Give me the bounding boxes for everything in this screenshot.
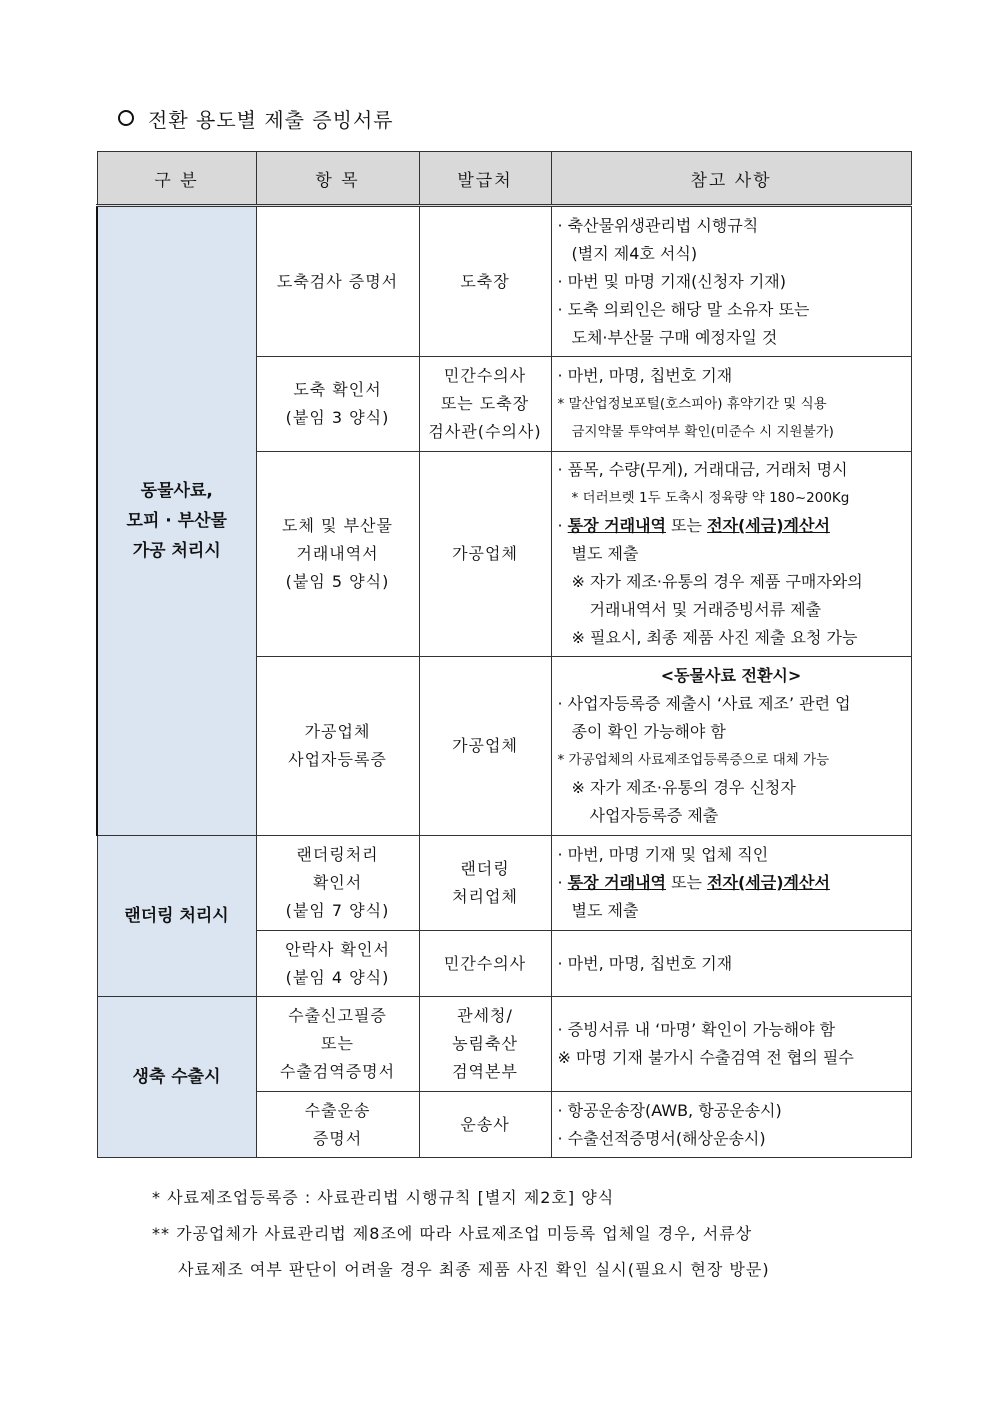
ref-line: 사업자등록증 제출 <box>589 806 719 825</box>
ref-line: · 도축 의뢰인은 해당 말 소유자 또는 <box>557 299 810 319</box>
bullet: · <box>557 516 568 535</box>
item-cell: 수출신고필증 또는 수출검역증명서 <box>256 997 419 1092</box>
section-title-text: 전환 용도별 제출 증빙서류 <box>148 108 394 132</box>
reference-cell <box>551 357 911 452</box>
ref-line <box>558 869 905 897</box>
item-cell: 도축검사 증명서 <box>256 206 419 357</box>
ref-line: · 축산물위생관리법 시행규칙 <box>557 215 759 235</box>
group-feed-processing: 동물사료, 모피 · 부산물 가공 처리시 <box>97 206 256 836</box>
ref-line: ※ 마명 기재 불가시 수출검역 전 협의 필수 <box>557 1048 854 1067</box>
tax-invoice-text: 전자(세금)계산서 <box>707 873 830 892</box>
or-text: 또는 <box>665 516 708 535</box>
circle-bullet-icon <box>118 110 134 126</box>
ref-line: * 말산업정보포털(호스피아) 휴약기간 및 식용 <box>557 396 827 412</box>
ref-line: · 품목, 수량(무게), 거래대금, 거래처 명시 <box>557 460 848 479</box>
reference-cell <box>551 206 911 357</box>
issuer-cell: 관세청/ 농림축산 검역본부 <box>419 997 551 1092</box>
header-issuer: 발급처 <box>419 152 551 206</box>
footnote-continued: 사료제조 여부 판단이 어려울 경우 최종 제품 사진 확인 실시(필요시 현장 방문) <box>178 1260 770 1279</box>
item-cell: 가공업체 사업자등록증 <box>256 657 419 836</box>
tax-invoice-text: 전자(세금)계산서 <box>707 516 830 535</box>
ref-line: 별도 제출 <box>571 901 639 920</box>
issuer-cell: 도축장 <box>419 206 551 357</box>
header-reference: 참고 사항 <box>551 152 911 206</box>
or-text: 또는 <box>665 873 708 892</box>
ref-line: · 마번, 마명, 칩번호 기재 <box>557 366 733 385</box>
footnote: ** 가공업체가 사료관리법 제8조에 따라 사료제조업 미등록 업체일 경우, 서류상 <box>152 1224 753 1243</box>
issuer-cell: 운송사 <box>419 1092 551 1158</box>
ref-line: 종이 확인 가능해야 함 <box>571 722 726 741</box>
issuer-cell: 가공업체 <box>419 452 551 657</box>
reference-cell <box>551 836 911 931</box>
table-header-row <box>97 152 911 206</box>
reference-cell <box>551 452 911 657</box>
reference-cell <box>551 997 911 1092</box>
item-cell: 도축 확인서 (붙임 3 양식) <box>256 357 419 452</box>
ref-line: · 수출선적증명서(해상운송시) <box>557 1128 766 1148</box>
section-title <box>118 104 394 133</box>
ref-line: · 마번, 마명, 칩번호 기재 <box>557 953 733 973</box>
item-cell: 안락사 확인서 (붙임 4 양식) <box>256 931 419 997</box>
ref-line: ※ 필요시, 최종 제품 사진 제출 요청 가능 <box>571 628 858 647</box>
item-cell: 도체 및 부산물 거래내역서 (붙임 5 양식) <box>256 452 419 657</box>
footnote: * 사료제조업등록증 : 사료관리법 시행규칙 [별지 제2호] 양식 <box>152 1188 615 1207</box>
ref-line: 거래내역서 및 거래증빙서류 제출 <box>589 600 822 619</box>
reference-cell <box>551 931 911 997</box>
item-cell: 수출운송 증명서 <box>256 1092 419 1158</box>
group-rendering: 랜더링 처리시 <box>97 836 256 997</box>
item-cell: 랜더링처리 확인서 (붙임 7 양식) <box>256 836 419 931</box>
table-row <box>97 997 911 1092</box>
group-export: 생축 수출시 <box>97 997 256 1158</box>
table-row <box>97 206 911 357</box>
reference-cell <box>551 657 911 836</box>
bank-record-text: 통장 거래내역 <box>567 873 666 892</box>
ref-line: (별지 제4호 서식) <box>571 243 698 263</box>
ref-line: * 더러브렛 1두 도축시 정육량 약 180~200Kg <box>571 490 850 506</box>
ref-line <box>558 512 905 540</box>
issuer-cell: 민간수의사 <box>419 931 551 997</box>
header-item: 항 목 <box>256 152 419 206</box>
bank-record-text: 통장 거래내역 <box>567 516 666 535</box>
ref-line: · 마번 및 마명 기재(신청자 기재) <box>557 271 786 291</box>
ref-subheading: <동물사료 전환시> <box>660 666 802 685</box>
footnotes <box>152 1180 770 1288</box>
header-category: 구 분 <box>97 152 256 206</box>
ref-line: 도체·부산물 구매 예정자일 것 <box>571 327 778 347</box>
reference-cell <box>551 1092 911 1158</box>
issuer-cell: 민간수의사 또는 도축장 검사관(수의사) <box>419 357 551 452</box>
ref-line: 금지약물 투약여부 확인(미준수 시 지원불가) <box>571 424 834 440</box>
table-row <box>97 836 911 931</box>
issuer-cell: 가공업체 <box>419 657 551 836</box>
ref-line: ※ 자가 제조·유통의 경우 신청자 <box>571 778 796 797</box>
bullet: · <box>557 873 568 892</box>
issuer-cell: 랜더링 처리업체 <box>419 836 551 931</box>
ref-line: · 증빙서류 내 ‘마명’ 확인이 가능해야 함 <box>557 1020 836 1039</box>
ref-line: 별도 제출 <box>571 544 639 563</box>
ref-line: · 마번, 마명 기재 및 업체 직인 <box>557 845 769 864</box>
ref-line: · 사업자등록증 제출시 ‘사료 제조’ 관련 업 <box>557 694 851 713</box>
ref-line: * 가공업체의 사료제조업등록증으로 대체 가능 <box>557 752 830 768</box>
ref-line: · 항공운송장(AWB, 항공운송시) <box>557 1100 782 1120</box>
documents-table <box>96 151 912 1158</box>
ref-line: ※ 자가 제조·유통의 경우 제품 구매자와의 <box>571 572 863 591</box>
